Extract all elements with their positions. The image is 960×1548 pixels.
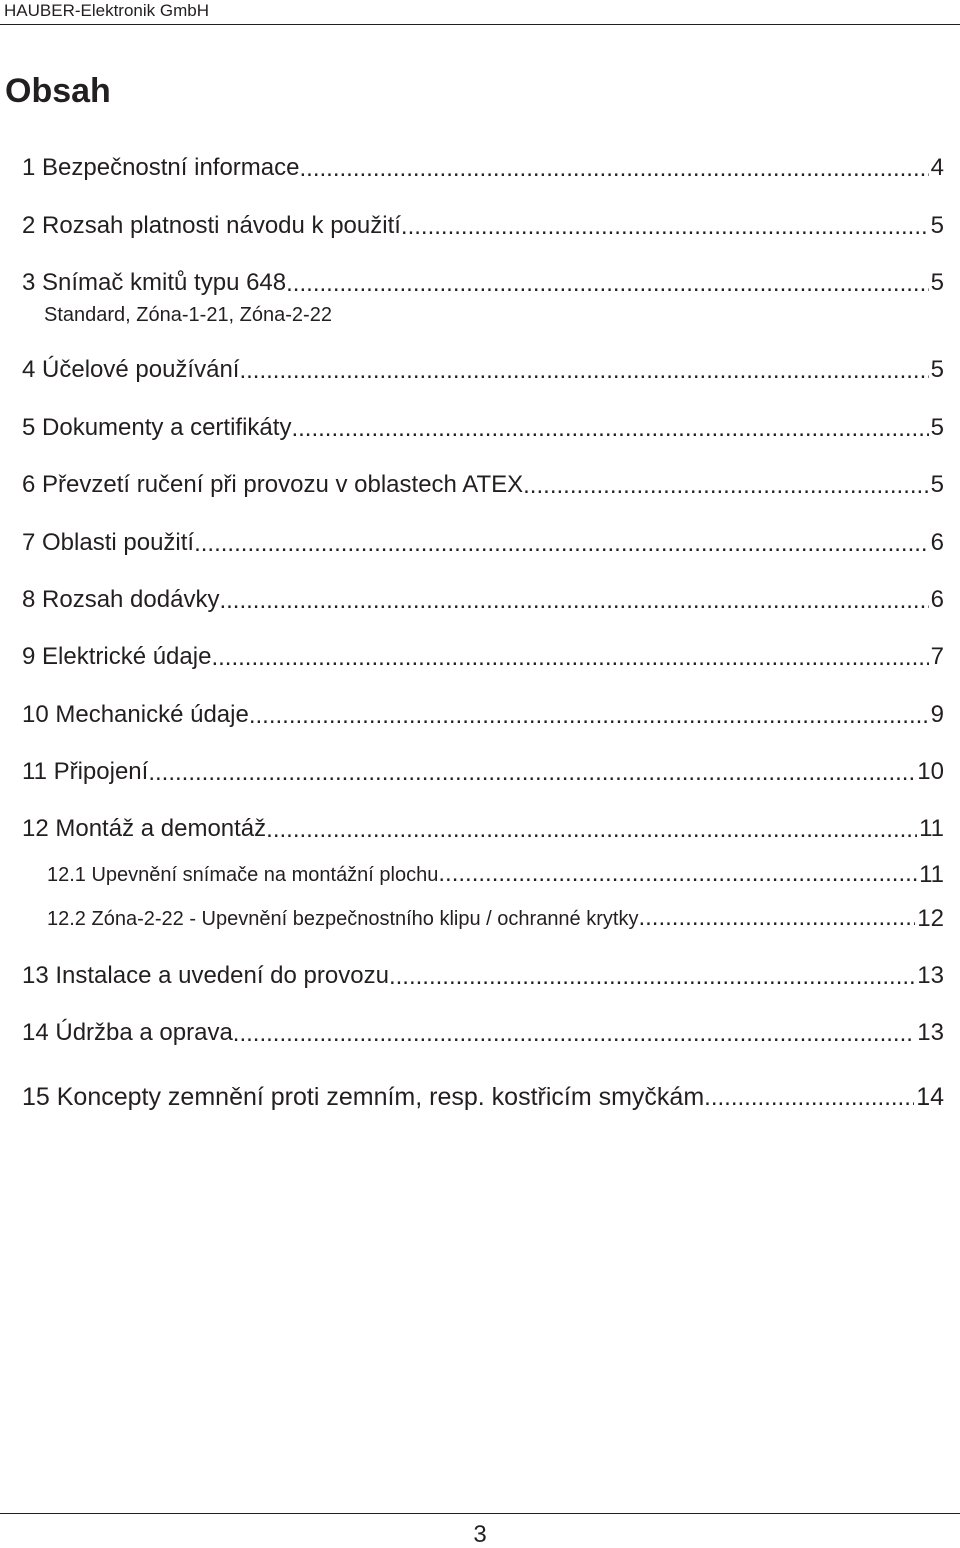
dot-leader [291, 413, 928, 443]
toc-entry-page: 6 [930, 529, 944, 556]
dot-leader [233, 1018, 916, 1048]
page-title: Obsah [5, 72, 111, 110]
dot-leader [286, 268, 929, 298]
toc-entry-10[interactable] [22, 700, 944, 730]
toc-entry-label: 11 Připojení [22, 758, 149, 785]
toc-entry-12-1[interactable] [47, 862, 944, 888]
toc-entry-label: 3 Snímač kmitů typu 648 [22, 269, 287, 296]
toc-entry-9[interactable] [22, 642, 944, 672]
dot-leader [704, 1082, 914, 1112]
toc-entry-2[interactable] [22, 211, 944, 241]
dot-leader [300, 153, 929, 183]
toc-entry-6[interactable] [22, 470, 944, 500]
toc-entry-label: 15 Koncepty zemnění proti zemním, resp. kostřicím smyčkám [22, 1083, 705, 1111]
toc-entry-12-2[interactable] [47, 906, 944, 932]
toc-entry-8[interactable] [22, 585, 944, 615]
toc-entry-11[interactable] [22, 757, 944, 787]
dot-leader [194, 528, 929, 558]
page-number: 3 [473, 1521, 487, 1548]
toc-entry-label: 6 Převzetí ručení při provozu v oblastech ATEX [22, 471, 524, 498]
footer-divider [0, 1513, 960, 1514]
toc-entry-1[interactable] [22, 153, 944, 183]
toc-entry-page: 5 [930, 471, 944, 498]
dot-leader [523, 470, 929, 500]
toc-entry-page: 14 [916, 1083, 944, 1111]
toc-entry-page: 9 [930, 701, 944, 728]
toc-entry-page: 5 [930, 414, 944, 441]
toc-entry-12[interactable] [22, 814, 944, 844]
dot-leader [219, 585, 928, 615]
toc-entry-page: 11 [919, 815, 944, 842]
toc-entry-13[interactable] [22, 961, 944, 991]
toc-entry-label: 2 Rozsah platnosti návodu k použití [22, 212, 401, 239]
toc-entry-5[interactable] [22, 413, 944, 443]
dot-leader [401, 211, 929, 241]
toc-entry-page: 13 [917, 1019, 944, 1046]
toc-entry-label: 14 Údržba a oprava [22, 1019, 233, 1046]
toc-entry-label: 12.1 Upevnění snímače na montážní plochu [47, 864, 439, 886]
toc-entry-label: 12.2 Zóna-2-22 - Upevnění bezpečnostního klipu / ochranné krytky [47, 908, 639, 930]
dot-leader [211, 642, 928, 672]
dot-leader [389, 961, 915, 991]
toc-entry-page: 13 [917, 962, 944, 989]
toc-entry-page: 12 [917, 905, 944, 932]
header-company-name: HAUBER-Elektronik GmbH [4, 1, 209, 20]
toc-entry-label: 9 Elektrické údaje [22, 643, 212, 670]
toc-entry-page: 11 [919, 861, 944, 888]
toc-entry-page: 4 [930, 154, 944, 181]
toc-entry-label: 1 Bezpečnostní informace [22, 154, 300, 181]
dot-leader [148, 757, 915, 787]
toc-entry-3[interactable] [22, 268, 944, 298]
dot-leader [239, 355, 928, 385]
dot-leader [638, 906, 915, 932]
toc-entry-4[interactable] [22, 355, 944, 385]
toc-entry-3-subtitle: Standard, Zóna-1-21, Zóna-2-22 [44, 304, 332, 326]
toc-entry-7[interactable] [22, 528, 944, 558]
toc-entry-label: 5 Dokumenty a certifikáty [22, 414, 292, 441]
toc-entry-label: 12 Montáž a demontáž [22, 815, 267, 842]
header-divider [0, 24, 960, 25]
toc-entry-label: 10 Mechanické údaje [22, 701, 249, 728]
toc-entry-page: 6 [930, 586, 944, 613]
toc-entry-label: 13 Instalace a uvedení do provozu [22, 962, 389, 989]
toc-entry-page: 7 [930, 643, 944, 670]
toc-entry-label: 4 Účelové používání [22, 356, 240, 383]
toc-entry-page: 5 [930, 212, 944, 239]
dot-leader [266, 814, 917, 844]
toc-entry-page: 5 [930, 269, 944, 296]
toc-entry-page: 5 [930, 356, 944, 383]
toc-entry-page: 10 [917, 758, 944, 785]
toc-entry-15[interactable] [22, 1082, 944, 1112]
toc-entry-label: 8 Rozsah dodávky [22, 586, 220, 613]
toc-entry-label: 7 Oblasti použití [22, 529, 195, 556]
toc-entry-14[interactable] [22, 1018, 944, 1048]
dot-leader [249, 700, 929, 730]
dot-leader [438, 862, 917, 888]
